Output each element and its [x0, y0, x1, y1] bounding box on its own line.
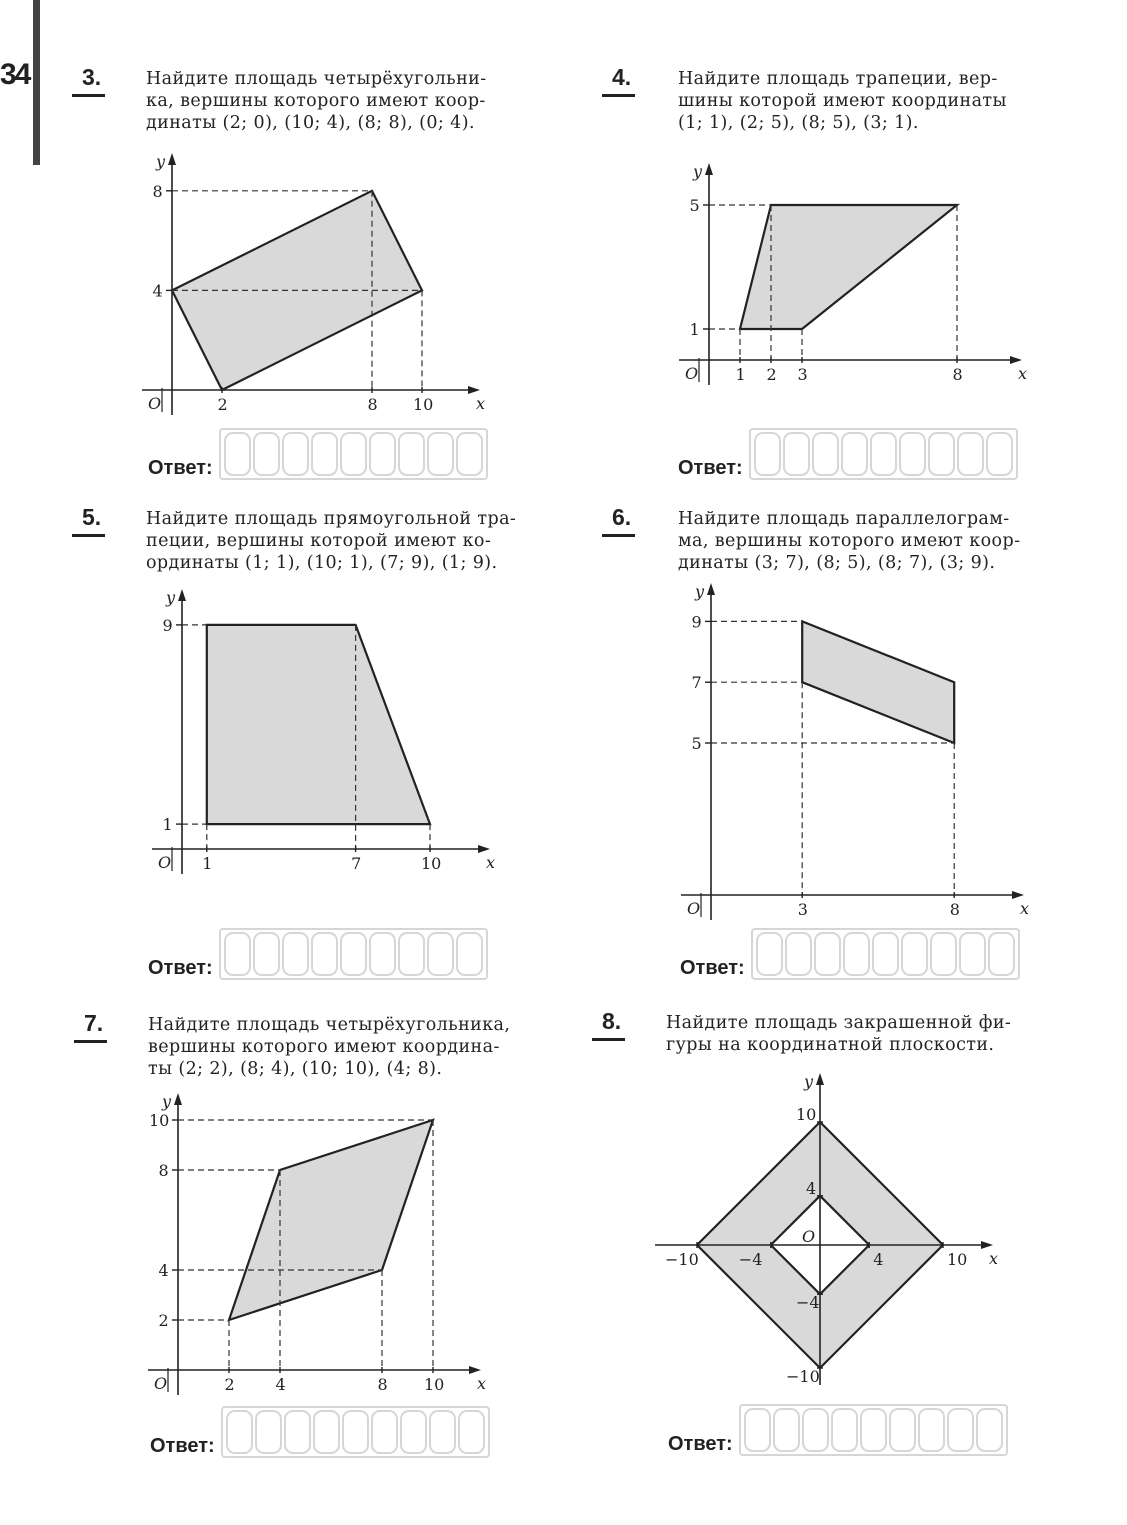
- origin-label: O: [158, 853, 172, 872]
- answer-cell[interactable]: [947, 1408, 974, 1452]
- coordinate-diagram: [140, 586, 496, 876]
- answer-cell[interactable]: [398, 932, 425, 976]
- problem-line: вершины которого имеют координа-: [148, 1037, 500, 1057]
- answer-cell[interactable]: [369, 932, 396, 976]
- y-tick-label: 8: [158, 1161, 169, 1180]
- answer-cells[interactable]: [751, 928, 1020, 980]
- x-tick-label: 2: [217, 395, 228, 414]
- x-tick-label: −4: [738, 1250, 763, 1269]
- coordinate-diagram: [140, 150, 486, 420]
- y-tick-label: 5: [691, 734, 702, 753]
- problem-number: 4.: [602, 64, 635, 97]
- answer-cell[interactable]: [841, 432, 868, 476]
- problem-line: ка, вершины которого имеют коор-: [146, 91, 486, 111]
- problem-number: 3.: [72, 64, 105, 97]
- answer-cell[interactable]: [802, 1408, 829, 1452]
- answer-cell[interactable]: [901, 932, 928, 976]
- x-tick-label: 4: [275, 1375, 286, 1394]
- answer-cell[interactable]: [860, 1408, 887, 1452]
- y-tick-label: 5: [689, 196, 700, 215]
- answer-cell[interactable]: [226, 1410, 253, 1454]
- answer-cells[interactable]: [221, 1406, 490, 1458]
- answer-cell[interactable]: [427, 432, 454, 476]
- answer-label: Ответ:: [678, 457, 743, 479]
- origin-label: O: [148, 394, 162, 413]
- x-axis-label: x: [476, 394, 486, 413]
- origin-label: O: [687, 899, 701, 918]
- answer-cell[interactable]: [253, 932, 280, 976]
- x-tick-label: 3: [797, 900, 808, 919]
- problem-line: Найдите площадь четырёхугольника,: [148, 1015, 511, 1035]
- shaded-polygon: [740, 205, 957, 329]
- answer-cell[interactable]: [899, 432, 926, 476]
- x-tick-label: 1: [735, 365, 746, 384]
- shaded-polygon: [207, 625, 430, 824]
- answer-box: [150, 1406, 490, 1458]
- problem-line: гуры на координатной плоскости.: [666, 1035, 995, 1055]
- y-tick-label: 1: [162, 815, 173, 835]
- y-axis-arrow: [174, 1093, 182, 1105]
- answer-cell[interactable]: [427, 932, 454, 976]
- y-axis-arrow: [168, 153, 176, 165]
- y-tick-label: 7: [691, 673, 702, 693]
- answer-cell[interactable]: [253, 432, 280, 476]
- answer-cell[interactable]: [342, 1410, 369, 1454]
- answer-cells[interactable]: [219, 928, 488, 980]
- shaded-polygon: [802, 621, 954, 743]
- answer-cells[interactable]: [749, 428, 1018, 480]
- y-tick-label: 10: [796, 1105, 817, 1124]
- answer-cell[interactable]: [959, 932, 986, 976]
- problem-line: пеции, вершины которой имеют ко-: [146, 531, 492, 551]
- answer-cell[interactable]: [340, 432, 367, 476]
- answer-label: Ответ:: [150, 1435, 215, 1457]
- answer-cell[interactable]: [456, 932, 483, 976]
- answer-cells[interactable]: [219, 428, 488, 480]
- x-axis-label: x: [989, 1249, 999, 1268]
- answer-cell[interactable]: [456, 432, 483, 476]
- problem-text: [146, 508, 516, 574]
- y-axis-arrow: [707, 583, 715, 595]
- answer-cell[interactable]: [224, 432, 251, 476]
- x-tick-label: 10: [424, 1375, 445, 1394]
- answer-cell[interactable]: [284, 1410, 311, 1454]
- problem-line: Найдите площадь трапеции, вер-: [678, 69, 998, 89]
- answer-cell[interactable]: [313, 1410, 340, 1454]
- answer-cell[interactable]: [783, 432, 810, 476]
- origin-label: O: [802, 1227, 816, 1246]
- answer-cell[interactable]: [918, 1408, 945, 1452]
- problem-line: (1; 1), (2; 5), (8; 5), (3; 1).: [678, 113, 919, 133]
- answer-box: [680, 928, 1020, 980]
- y-tick-label: 9: [691, 612, 702, 632]
- answer-cell[interactable]: [957, 432, 984, 476]
- answer-label: Ответ:: [148, 957, 213, 979]
- answer-cell[interactable]: [282, 432, 309, 476]
- y-axis-label: y: [162, 1092, 172, 1111]
- x-tick-label: 3: [797, 365, 808, 384]
- problem-number: 8.: [592, 1008, 625, 1041]
- answer-box: [668, 1404, 1008, 1456]
- x-axis-label: x: [1020, 899, 1030, 918]
- x-axis-label: x: [477, 1374, 487, 1393]
- answer-cell[interactable]: [872, 932, 899, 976]
- y-axis-arrow: [178, 589, 186, 601]
- answer-box: [678, 428, 1018, 480]
- answer-cell[interactable]: [986, 432, 1013, 476]
- answer-cell[interactable]: [311, 432, 338, 476]
- y-tick-label: 4: [806, 1178, 817, 1198]
- x-tick-label: 8: [949, 900, 960, 919]
- problem-text: [678, 68, 1007, 134]
- y-tick-label: 4: [158, 1261, 169, 1280]
- x-axis-arrow: [1012, 891, 1024, 899]
- coordinate-diagram: [670, 160, 1028, 390]
- y-axis-label: y: [156, 152, 166, 171]
- problem-number: 7.: [74, 1010, 107, 1043]
- answer-cell[interactable]: [773, 1408, 800, 1452]
- answer-cell[interactable]: [988, 932, 1015, 976]
- y-tick-label: −4: [796, 1293, 820, 1313]
- answer-cell[interactable]: [814, 932, 841, 976]
- problem-line: Найдите площадь параллелограм-: [678, 509, 1010, 529]
- answer-cell[interactable]: [398, 432, 425, 476]
- answer-cell[interactable]: [371, 1410, 398, 1454]
- page-number: 34: [0, 58, 30, 91]
- problem-line: динаты (2; 0), (10; 4), (8; 8), (0; 4).: [146, 113, 475, 133]
- x-tick-label: 7: [351, 854, 362, 873]
- y-axis-label: y: [693, 162, 703, 181]
- x-axis-label: x: [1018, 364, 1028, 383]
- x-tick-label: 10: [947, 1250, 968, 1269]
- coordinate-diagram: [660, 1070, 1000, 1390]
- answer-cell[interactable]: [928, 432, 955, 476]
- x-tick-label: 2: [766, 365, 777, 384]
- problem-line: динаты (3; 7), (8; 5), (8; 7), (3; 9).: [678, 553, 996, 573]
- problem-text: [146, 68, 487, 134]
- answer-cell[interactable]: [458, 1410, 485, 1454]
- answer-cell[interactable]: [311, 932, 338, 976]
- coordinate-diagram: [670, 580, 1030, 920]
- coordinate-diagram: [140, 1090, 487, 1400]
- answer-cell[interactable]: [340, 932, 367, 976]
- shaded-polygon: [229, 1120, 433, 1320]
- y-axis-arrow: [705, 163, 713, 175]
- answer-label: Ответ:: [668, 1433, 733, 1455]
- answer-cells[interactable]: [739, 1404, 1008, 1456]
- y-axis-label: y: [804, 1072, 814, 1091]
- problem-text: [678, 508, 1020, 574]
- answer-cell[interactable]: [930, 932, 957, 976]
- answer-cell[interactable]: [754, 432, 781, 476]
- answer-cell[interactable]: [843, 932, 870, 976]
- problem-text: [148, 1014, 510, 1080]
- x-axis-arrow: [478, 845, 490, 853]
- x-axis-label: x: [486, 853, 496, 872]
- answer-box: [148, 428, 488, 480]
- x-tick-label: 8: [377, 1375, 388, 1394]
- problem-line: Найдите площадь прямоугольной тра-: [146, 509, 517, 529]
- y-axis-arrow: [816, 1073, 824, 1085]
- problem-text: [666, 1012, 1011, 1056]
- x-axis-arrow: [1010, 356, 1022, 364]
- answer-cell[interactable]: [369, 432, 396, 476]
- origin-label: O: [154, 1374, 168, 1393]
- x-tick-label: 8: [367, 395, 378, 414]
- answer-cell[interactable]: [400, 1410, 427, 1454]
- problem-line: ты (2; 2), (8; 4), (10; 10), (4; 8).: [148, 1059, 443, 1079]
- y-tick-label: 1: [689, 320, 700, 339]
- answer-label: Ответ:: [680, 957, 745, 979]
- x-tick-label: 1: [202, 854, 213, 873]
- page-edge-bar: [33, 0, 40, 165]
- answer-cell[interactable]: [429, 1410, 456, 1454]
- x-axis-arrow: [469, 1366, 481, 1374]
- answer-box: [148, 928, 488, 980]
- y-axis-label: y: [695, 582, 705, 601]
- answer-cell[interactable]: [976, 1408, 1003, 1452]
- y-tick-label: −10: [786, 1367, 820, 1386]
- x-tick-label: 4: [873, 1250, 884, 1269]
- answer-label: Ответ:: [148, 457, 213, 479]
- answer-cell[interactable]: [870, 432, 897, 476]
- y-tick-label: 2: [158, 1311, 169, 1330]
- y-axis-label: y: [166, 588, 176, 607]
- y-tick-label: 9: [162, 615, 173, 635]
- problem-number: 6.: [602, 504, 635, 537]
- answer-cell[interactable]: [756, 932, 783, 976]
- problem-number: 5.: [72, 504, 105, 537]
- x-axis-arrow: [468, 386, 480, 394]
- y-tick-label: 4: [152, 281, 163, 301]
- answer-cell[interactable]: [831, 1408, 858, 1452]
- answer-cell[interactable]: [744, 1408, 771, 1452]
- x-tick-label: 10: [421, 854, 442, 873]
- x-tick-label: 2: [224, 1375, 235, 1394]
- answer-cell[interactable]: [282, 932, 309, 976]
- answer-cell[interactable]: [785, 932, 812, 976]
- origin-label: O: [685, 364, 699, 383]
- problem-line: Найдите площадь закрашенной фи-: [666, 1013, 1012, 1033]
- x-tick-label: −10: [665, 1250, 699, 1269]
- problem-line: ординаты (1; 1), (10; 1), (7; 9), (1; 9).: [146, 553, 498, 573]
- problem-line: Найдите площадь четырёхугольни-: [146, 69, 487, 89]
- problem-line: шины которой имеют координаты: [678, 91, 1007, 111]
- answer-cell[interactable]: [224, 932, 251, 976]
- y-tick-label: 8: [152, 181, 163, 201]
- answer-cell[interactable]: [255, 1410, 282, 1454]
- y-tick-label: 10: [149, 1111, 170, 1130]
- x-tick-label: 8: [952, 365, 963, 384]
- x-axis-arrow: [981, 1241, 993, 1249]
- problem-line: ма, вершины которого имеют коор-: [678, 531, 1021, 551]
- answer-cell[interactable]: [812, 432, 839, 476]
- answer-cell[interactable]: [889, 1408, 916, 1452]
- x-tick-label: 10: [413, 395, 434, 414]
